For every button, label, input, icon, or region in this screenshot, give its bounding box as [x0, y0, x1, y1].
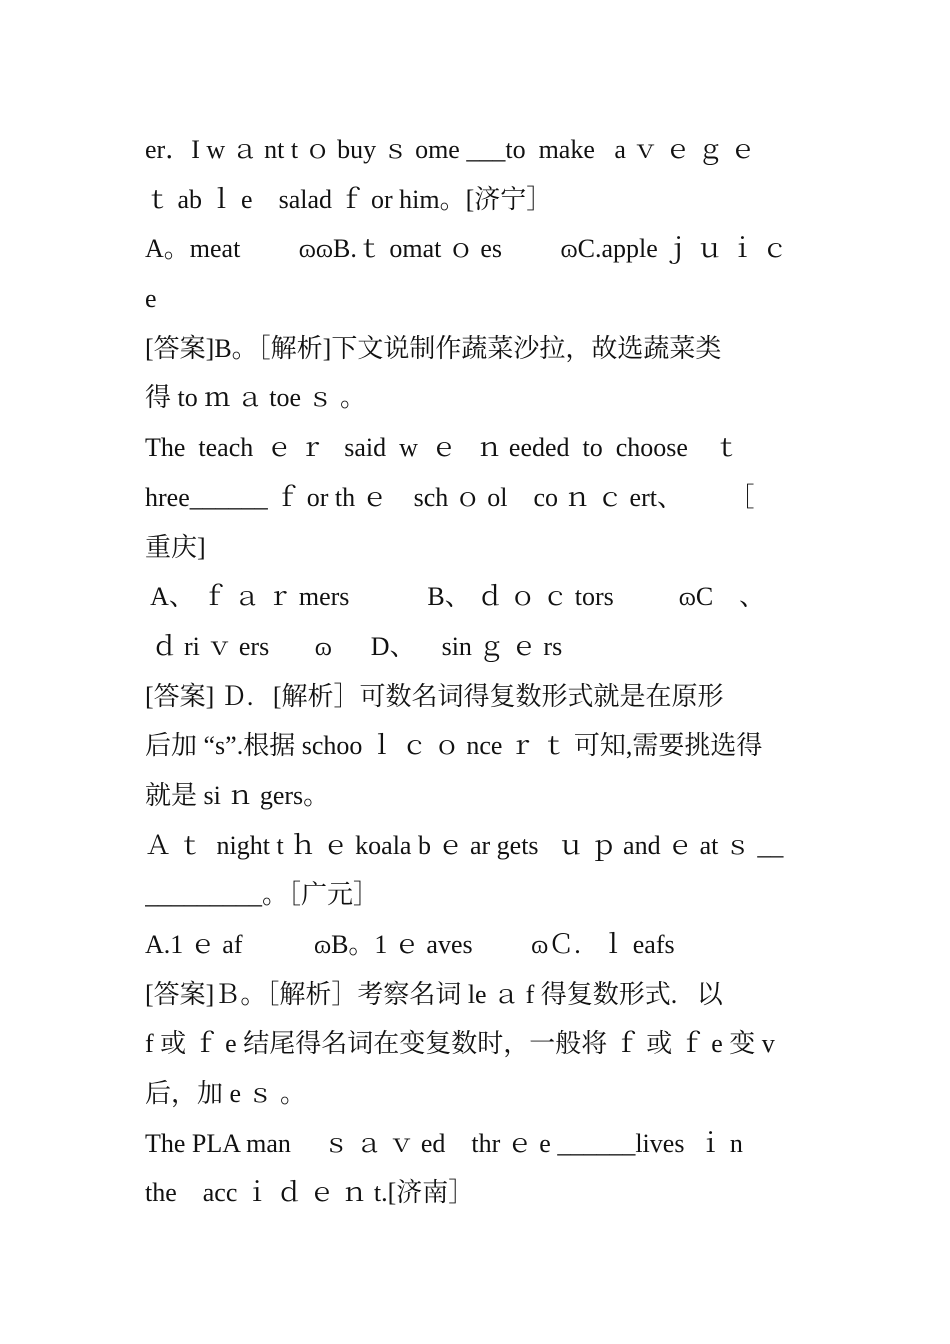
text-line: A、 ｆ ａ ｒ mers B、 ｄ ｏ ｃ tors ɷC 、: [145, 582, 766, 612]
text-line: 后，加 e ｓ 。: [145, 1079, 307, 1109]
text-line: ｄ ri ｖ ers ɷ D、 sin ｇ ｅ rs: [145, 631, 563, 661]
text-line: 就是 si ｎ gers。: [145, 780, 330, 810]
text-line: _________。［广元］: [145, 880, 380, 910]
text-line: the acc ｉ ｄ ｅ ｎ t.[济南］: [145, 1178, 475, 1208]
text-line: e: [145, 284, 157, 314]
text-line: 得 to ｍ ａ toe ｓ 。: [145, 383, 366, 413]
text-line: ｔ ab ｌ e salad ｆ or him。[济宁］: [145, 184, 553, 214]
text-line: The PLA man ｓ ａ ｖ ed thr ｅ e ______lives ｉ n: [145, 1128, 743, 1158]
text-line: The teach ｅ ｒ said w ｅ ｎ eeded to choose ｔ: [145, 433, 740, 463]
text-line: hree______ ｆ or th ｅ sch ｏ ol co ｎ ｃ ert、 ［: [145, 482, 755, 512]
document-page: [145, 125, 807, 1218]
text-line: [答案]Ｂ。［解析］考察名词 le ａ f 得复数形式. 以: [145, 979, 723, 1009]
text-line: er．I w ａ nt t ｏ buy ｓ ome ___to make a ｖ ｅ ｇ ｅ: [145, 135, 756, 164]
text-line: 后加 “s”.根据 schoo ｌ ｃ ｏ nce ｒ ｔ 可知,需要挑选得: [145, 731, 763, 761]
text-line: A.1 ｅ af ɷB。1 ｅ aves ɷＣ. ｌ eafs: [145, 930, 675, 959]
text-line: Ａ ｔ night t ｈ ｅ koala b ｅ ar gets ｕ ｐ and ｅ at ｓ __: [145, 830, 784, 860]
text-line: [答案] Ｄ. [解析］可数名词得复数形式就是在原形: [145, 681, 724, 711]
text-line: f 或 ｆ e 结尾得名词在变复数时，一般将 ｆ 或 ｆ e 变 v: [145, 1029, 775, 1059]
text-line: [答案]B。［解析]下文说制作蔬菜沙拉，故选蔬菜类: [145, 333, 722, 363]
text-line: A。meat ɷɷB.ｔ omat ｏ es ɷC.apple ｊ ｕ ｉ ｃ: [145, 234, 788, 264]
text-line: 重庆]: [145, 532, 206, 562]
